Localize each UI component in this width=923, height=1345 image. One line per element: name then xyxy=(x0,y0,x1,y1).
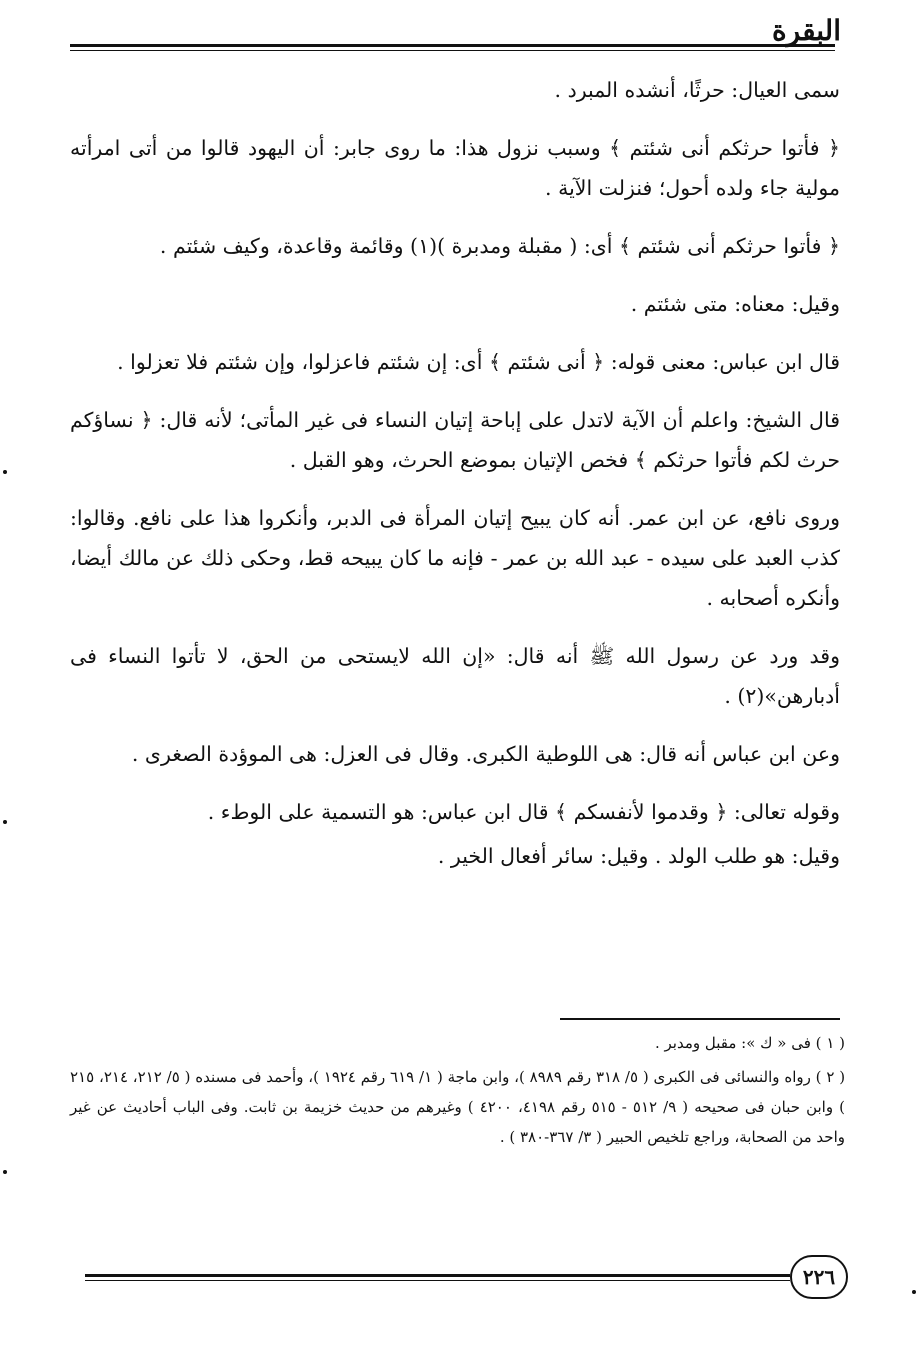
footnotes xyxy=(70,1028,845,1156)
paragraph-7: وروى نافع، عن ابن عمر. أنه كان يبيح إتيان المرأة فى الدبر، وأنكروا هذا على نافع. وقالوا: كذب العبد على سيده - عبد الله بن عمر - فإنه ما كان يبيحه قط، وحكى ذلك عن مالك أيضا، وأنكره أصحابه . xyxy=(70,506,840,610)
header-rule xyxy=(70,44,835,51)
scan-speck xyxy=(3,1170,7,1174)
footnote-1: ( ١ ) فى « ك »: مقبل ومدبر . xyxy=(654,1034,845,1052)
page-number-badge: ٢٢٦ xyxy=(790,1255,848,1299)
paragraph-8: وقد ورد عن رسول الله ﷺ أنه قال: «إن الله لايستحى من الحق، لا تأتوا النساء فى أدبارهن»(٢) . xyxy=(70,644,840,708)
paragraph-6: قال الشيخ: واعلم أن الآية لاتدل على إباحة إتيان النساء فى غير المأتى؛ لأنه قال: ﴿ نساؤكم حرث لكم فأتوا حرثكم ﴾ فخص الإتيان بموضع الحرث، وهو القبل . xyxy=(70,408,840,472)
running-header-title: البقرة xyxy=(771,14,841,47)
paragraph-1: سمى العيال: حرثًا، أنشده المبرد . xyxy=(554,78,840,102)
scan-speck xyxy=(912,1290,916,1294)
scan-speck xyxy=(3,820,7,824)
paragraph-11: وقيل: هو طلب الولد . وقيل: سائر أفعال الخير . xyxy=(437,844,840,868)
footnote-separator xyxy=(560,1018,840,1020)
paragraph-4: وقيل: معناه: متى شئتم . xyxy=(630,292,840,316)
footer-rule xyxy=(85,1274,790,1281)
footnote-2: ( ٢ ) رواه والنسائى فى الكبرى ( ٥/ ٣١٨ رقم ٨٩٨٩ )، وابن ماجة ( ١/ ٦١٩ رقم ١٩٢٤ )، وأحمد فى مسنده ( ٥/ ٢١٢، ٢١٤، ٢١٥ ) وابن حبان فى صحيحه ( ٩/ ٥١٢ - ٥١٥ رقم ٤١٩٨، ٤٢٠٠ ) وغيرهم من حديث خزيمة بن ثابت. وفى الباب أحاديث عن غير واحد من الصحابة، وراجع تلخيص الحبير ( ٣/ ٣٦٧-٣٨٠ ) . xyxy=(70,1068,846,1146)
paragraph-9: وعن ابن عباس أنه قال: هى اللوطية الكبرى. وقال فى العزل: هى الموؤدة الصغرى . xyxy=(131,742,840,766)
main-text xyxy=(70,70,840,894)
paragraph-10: وقوله تعالى: ﴿ وقدموا لأنفسكم ﴾ قال ابن عباس: هو التسمية على الوطء . xyxy=(207,800,840,824)
paragraph-5: قال ابن عباس: معنى قوله: ﴿ أنى شئتم ﴾ أى: إن شئتم فاعزلوا، وإن شئتم فلا تعزلوا . xyxy=(117,350,840,374)
scan-speck xyxy=(3,470,7,474)
paragraph-2: ﴿ فأتوا حرثكم أنى شئتم ﴾ وسبب نزول هذا: ما روى جابر: أن اليهود قالوا من أتى امرأته مولية جاء ولده أحول؛ فنزلت الآية . xyxy=(70,136,840,200)
paragraph-3: ﴿ فأتوا حرثكم أنى شئتم ﴾ أى: ( مقبلة ومدبرة )(١) وقائمة وقاعدة، وكيف شئتم . xyxy=(159,234,840,258)
